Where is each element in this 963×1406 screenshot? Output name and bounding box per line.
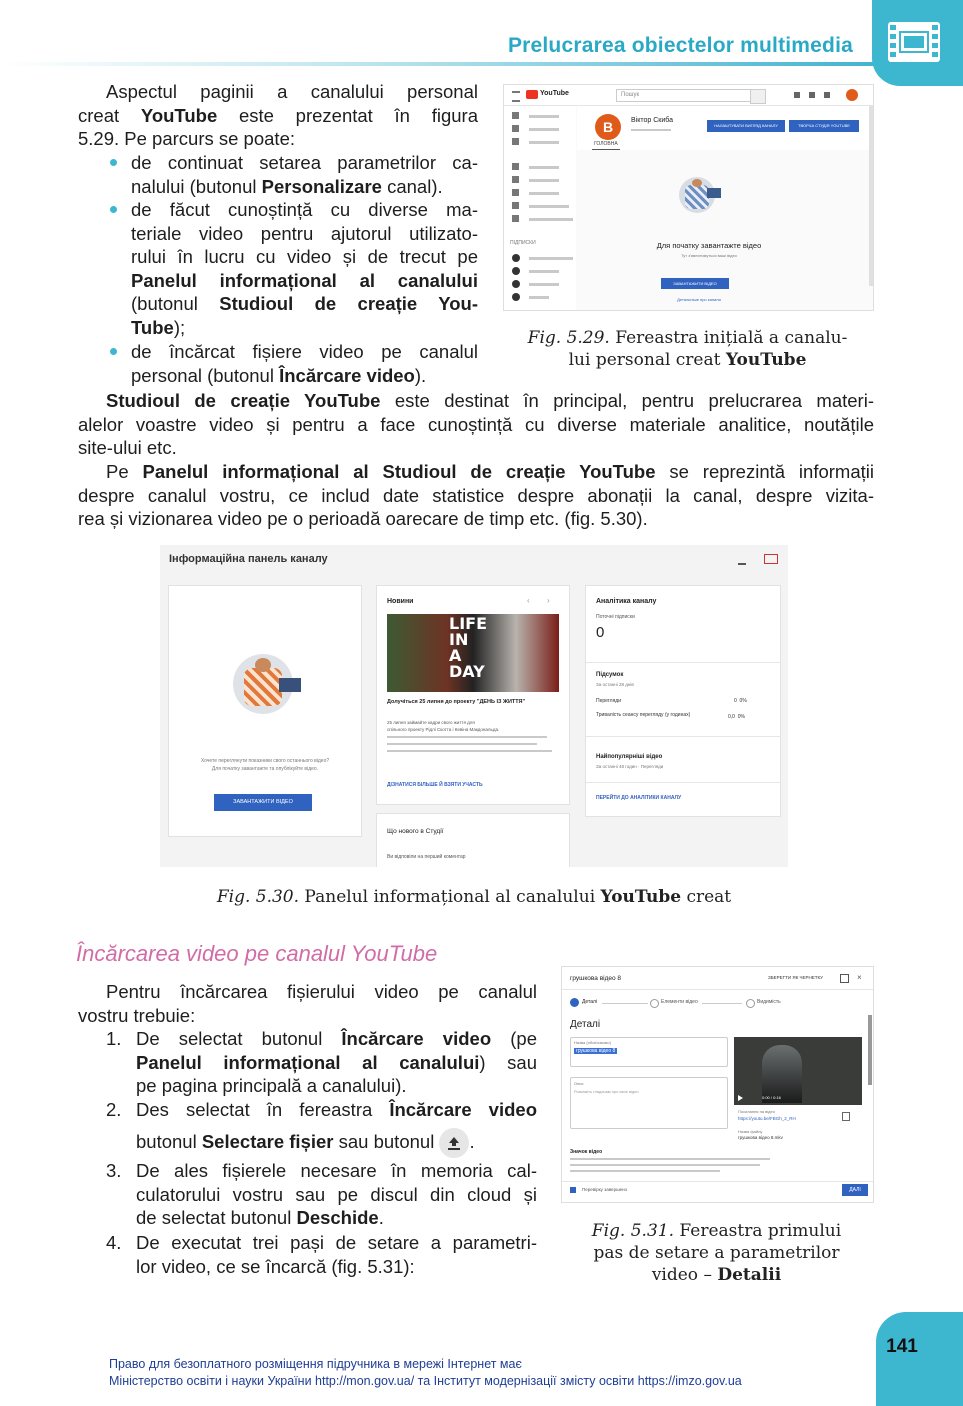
apps-icon[interactable] [809,92,815,98]
search-icon[interactable] [750,89,766,104]
video-link[interactable]: https://youtu.be/FBGh_2_RH [738,1116,796,1121]
chevron-left-icon[interactable]: ‹ [527,596,530,605]
dashboard-paragraph: Pe Panelul informațional al Studioul de creație YouTube se reprezintă informații despre canalul vostru, ce includ date statistice despre abonații la canal, despre vizita- rea și vizionarea video pe o perioadă oarecare de timp etc. (fig. 5.30). [78,461,874,529]
scrollbar[interactable] [869,106,873,286]
youtube-channel-screenshot [503,84,874,311]
live-icon[interactable] [764,554,778,564]
step-1-text: De selectat butonul Încărcare video (pe Panelul informațional al canalului) sau pe pagina principală a canalului). [136,1028,537,1096]
feedback-icon[interactable] [840,974,849,983]
yt-sidebar: ПІДПИСКИ [504,106,576,310]
page-number: 141 [886,1336,918,1357]
subscriber-count: 0 [596,624,605,641]
chevron-right-icon[interactable]: › [547,596,550,605]
figure-5-31-caption: Fig. 5.31. Fereastra primului pas de setare a parametrilor video – Detalii [591,1221,842,1285]
upload-card: Хочете переглянути показники свого останнього відео? Для початку завантажте та опублікуйте відео. ЗАВАНТАЖИТИ ВІДЕО [168,585,362,837]
empty-state-title: Для початку завантажте відео [656,241,762,250]
step-3-indicator[interactable] [746,999,755,1008]
channel-name: Віктор Скиба [631,117,673,124]
news-card: Новини ‹ › LIFE IN A DAY Долучіться 25 липня до проекту "ДЕНЬ ІЗ ЖИТТЯ" 25 липня займайте кадри свого життя для спільного проекту Рідлі Скотта і Кевіна Макдональда. ДІЗНАТИСЯ БІЛЬШЕ Й ВЗЯТИ УЧАСТЬ [376,585,570,805]
intro-paragraph: Aspectul paginii a canalului personal creat YouTube este prezentat în figura 5.29. Pe parcurs se poate: [78,81,478,149]
bullet-dot-3 [110,348,117,355]
youtube-logo-text: YouTube [540,90,569,97]
step-2-text: Des selectat în fereastra Încărcare video butonul Selectare fișier sau butonul . [136,1098,537,1158]
hd-icon [570,1187,576,1193]
copy-icon[interactable] [842,1112,850,1121]
customize-channel-button[interactable]: НАЛАШТУВАТИ ВИГЛЯД КАНАЛУ [707,120,785,132]
bullet-item-2: de făcut cunoștință cu diverse ma- teriale video pentru ajutorul utilizato- rului în lucru cu video și de trecut pe Panelul informațional al canalului (butonul Studioul de creație You- Tube); [131,199,478,338]
avatar-small[interactable] [846,89,858,101]
bullet-dot-2 [110,206,117,213]
analytics-card: Аналітика каналу Поточні підписки 0 Підсумок За останні 28 днів Перегляди 0 0% Тривалість сеансу перегляду (у годинах) 0,0 0% Найпопулярніші відео За останні 48 годин · Перегляди ПЕРЕЙТИ ДО АНАЛІТИКИ КАНАЛУ [585,585,781,817]
video-details-screenshot: грушкова відео 8 ЗБЕРЕГТИ ЯК ЧЕРНЕТКУ × Деталі Елементи відео Видимість Деталі Назва (обов'язково) грушкова відео 8 Опис Розкажіть глядачам про своє відео 0:00 / 0:16 Посилання на відео https://youtu.be/FBGh_2_RH Назва файлу грушкова відео 8.mkv Значок відео Перевірку завершено ДАЛІ [561,966,874,1203]
play-icon[interactable] [738,1095,744,1101]
step-4-number: 4. [106,1232,122,1253]
studio-paragraph: Studioul de creație YouTube este destinat în principal, pentru prelucrarea materi- alelor voastre video și pentru a face cunoștință cu diverse materiale analitice, noutățile site-ului etc. [78,390,874,458]
bullet-item-3: de încărcat fișiere video pe canalul personal (butonul Încărcare video). [131,341,478,386]
section-heading: Încărcarea video pe canalul YouTube [76,941,438,966]
header-rule [0,62,880,66]
news-join-link[interactable]: ДІЗНАТИСЯ БІЛЬШЕ Й ВЗЯТИ УЧАСТЬ [387,782,483,788]
step-3-text: De ales fișierele necesare în memoria cal- culatorului vostru sau pe discul din cloud și de selectat butonul Deschide. [136,1160,537,1228]
film-strip-icon [888,22,940,62]
title-value[interactable]: грушкова відео 8 [576,1048,616,1054]
step-4-text: De executat trei pași de setare a parametri- lor video, ce se încarcă (fig. 5.31): [136,1232,537,1277]
next-button[interactable]: ДАЛІ [842,1184,868,1196]
menu-icon [512,91,520,102]
page-number-tab [876,1312,963,1406]
figure-5-29-caption: Fig. 5.29. Fereastra inițială a canalu- lui personal creat YouTube [527,328,848,370]
save-draft-button[interactable]: ЗБЕРЕГТИ ЯК ЧЕРНЕТКУ [768,975,823,980]
close-icon[interactable]: × [857,973,862,982]
youtube-logo-icon [526,90,538,99]
bell-icon[interactable] [824,92,830,98]
dashboard-upload-button[interactable]: ЗАВАНТАЖИТИ ВІДЕО [214,794,312,811]
step-1-number: 1. [106,1028,122,1049]
figure-5-30-caption: Fig. 5.30. Panelul informațional al canalului YouTube creat [216,887,732,907]
bullet-dot-1 [110,159,117,166]
channel-avatar: B [595,114,621,140]
youtube-studio-button[interactable]: ТВОРЧА СТУДІЯ YOUTUBE [789,120,859,132]
upload-video-button[interactable]: ЗАВАНТАЖИТИ ВІДЕО [661,278,729,289]
empty-state-hint: Тут з'являтимуться ваші відео [681,253,737,258]
description-field[interactable] [570,1077,728,1129]
upload-icon[interactable] [738,553,746,565]
footer-line-1: Право для безоплатного розміщення підручника в мережі Інтернет має [109,1357,522,1371]
go-to-analytics-link[interactable]: ПЕРЕЙТИ ДО АНАЛІТИКИ КАНАЛУ [596,795,682,801]
step-3-number: 3. [106,1160,122,1181]
camera-icon[interactable] [794,92,800,98]
scrollbar[interactable] [868,1015,872,1085]
step-1-indicator[interactable] [570,998,579,1007]
upload-intro: Pentru încărcarea fișierului video pe canalul vostru trebuie: [78,981,537,1026]
learn-more-link[interactable]: Детальніше про канали [677,297,721,302]
step-2-number: 2. [106,1099,122,1120]
dashboard-title: Інформаційна панель каналу [169,553,328,565]
chapter-title: Prelucrarea obiectelor multimedia [507,34,853,57]
upload-arrow-icon [439,1128,469,1158]
bullet-item-1: de continuat setarea parametrilor ca- nalului (butonul Personalizare canal). [131,152,478,197]
step-2-indicator[interactable] [650,999,659,1008]
tab-home[interactable]: ГОЛОВНА [594,141,618,147]
channel-dashboard-screenshot [160,545,788,867]
search-input[interactable]: Пошук [616,89,752,102]
footer-line-2: Міністерство освіти і науки України http://mon.gov.ua/ та Інститут модернізації змісту освіти https://imzo.gov.ua [109,1374,742,1388]
whats-new-card: Що нового в Студії Ви відповіли на перший коментар [376,813,570,867]
